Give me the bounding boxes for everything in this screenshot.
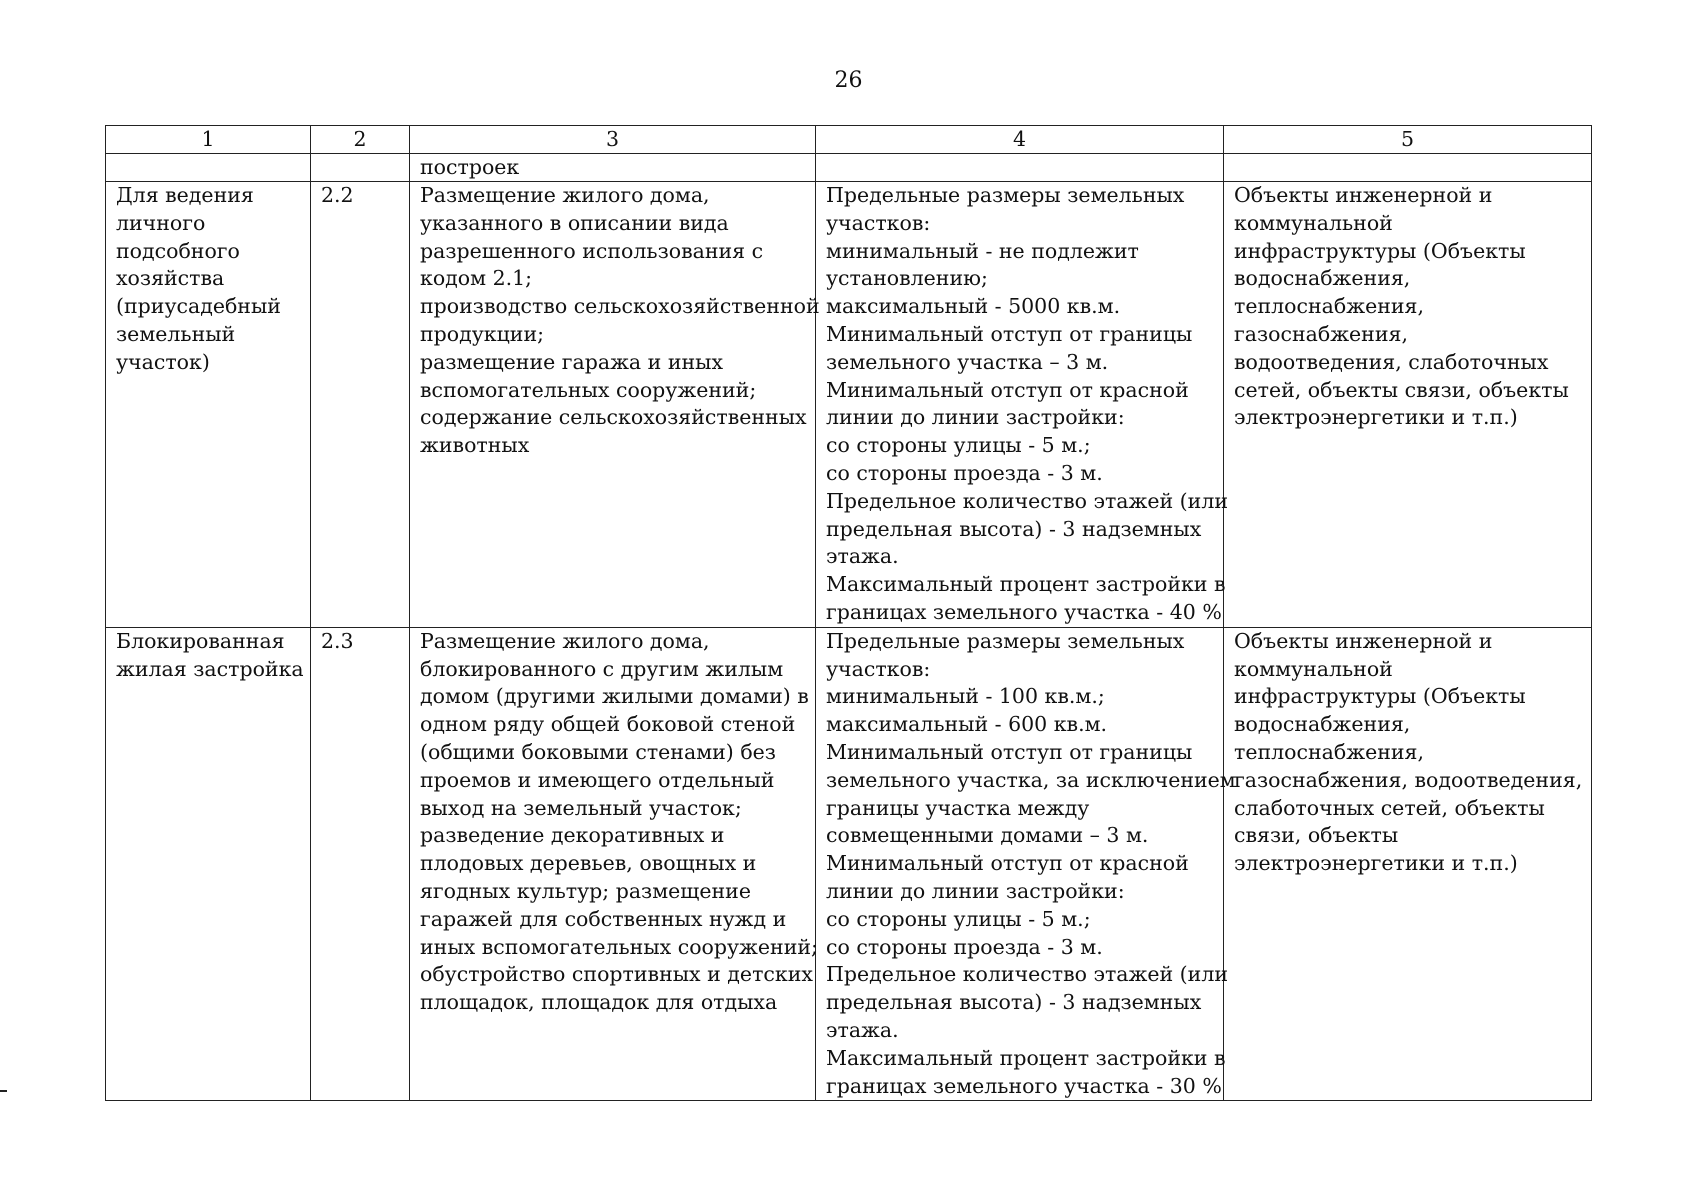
text-line: одном ряду общей боковой стеной	[420, 712, 796, 737]
table-row	[106, 182, 1592, 628]
cont-cell-4	[816, 154, 1224, 182]
text-line: участков:	[826, 210, 931, 235]
text-line: земельный	[116, 321, 236, 346]
text-line: хозяйства	[116, 266, 225, 291]
table-row	[106, 627, 1592, 1101]
text-line: сетей, объекты связи, объекты	[1234, 377, 1569, 402]
cont-cell-5	[1224, 154, 1592, 182]
text-line: электроэнергетики и т.п.)	[1234, 405, 1518, 430]
text-line: Объекты инженерной и	[1234, 628, 1493, 653]
text-line: личного	[116, 210, 206, 235]
text-line: иных вспомогательных сооружений;	[420, 934, 818, 959]
text-line: кодом 2.1;	[420, 266, 533, 291]
auxiliary-objects-cell	[1224, 182, 1592, 628]
margin-tick-mark	[0, 1090, 7, 1092]
text-line: линии до линии застройки:	[826, 405, 1125, 430]
text-line: Минимальный отступ от красной	[826, 851, 1189, 876]
text-line: электроэнергетики и т.п.)	[1234, 851, 1518, 876]
use-code-cell: 2.2	[311, 182, 410, 628]
text-line: максимальный - 5000 кв.м.	[826, 294, 1121, 319]
text-line: блокированного с другим жилым	[420, 656, 784, 681]
text-line: Максимальный процент застройки в	[826, 1045, 1226, 1070]
text-line: Предельное количество этажей (или	[826, 488, 1229, 513]
text-line: земельного участка – 3 м.	[826, 349, 1109, 374]
text-line: подсобного	[116, 238, 240, 263]
text-line: Минимальный отступ от границы	[826, 739, 1193, 764]
text-line: установлению;	[826, 266, 988, 291]
use-description-cell	[410, 182, 820, 628]
cont-cell-1	[106, 154, 311, 182]
text-line: теплоснабжения,	[1234, 739, 1424, 764]
text-line: животных	[420, 433, 530, 458]
text-line: предельная высота) - 3 надземных	[826, 516, 1202, 541]
text-line: предельная высота) - 3 надземных	[826, 990, 1202, 1015]
text-line: земельного участка, за исключением	[826, 767, 1236, 792]
use-code-cell: 2.3	[311, 627, 410, 1101]
auxiliary-objects-cell	[1224, 627, 1592, 1101]
text-line: (общими боковыми стенами) без	[420, 739, 776, 764]
text-line: вспомогательных сооружений;	[420, 377, 757, 402]
text-line: границы участка между	[826, 795, 1090, 820]
text-line: размещение гаража и иных	[420, 349, 724, 374]
text-line: Предельные размеры земельных	[826, 183, 1185, 207]
header-cell-4: 4	[816, 126, 1224, 154]
text-line: водоотведения, слаботочных	[1234, 349, 1549, 374]
text-line: Размещение жилого дома,	[420, 628, 710, 653]
text-line: Размещение жилого дома,	[420, 183, 710, 207]
text-line: со стороны проезда - 3 м.	[826, 460, 1103, 485]
text-line: выход на земельный участок;	[420, 795, 742, 820]
text-line: Объекты инженерной и	[1234, 183, 1493, 207]
text-line: содержание сельскохозяйственных	[420, 405, 807, 430]
text-line: (приусадебный	[116, 294, 281, 319]
text-line: газоснабжения, водоотведения,	[1234, 767, 1583, 792]
text-line: со стороны проезда - 3 м.	[826, 934, 1103, 959]
text-line: газоснабжения,	[1234, 321, 1408, 346]
text-line: гаражей для собственных нужд и	[420, 906, 787, 931]
text-line: водоснабжения,	[1234, 266, 1411, 291]
text-line: минимальный - не подлежит	[826, 238, 1139, 263]
text-line: участков:	[826, 656, 931, 681]
text-line: участок)	[116, 349, 210, 374]
text-line: Предельное количество этажей (или	[826, 962, 1229, 987]
header-cell-2: 2	[311, 126, 410, 154]
text-line: указанного в описании вида	[420, 210, 729, 235]
text-line: плодовых деревьев, овощных и	[420, 851, 757, 876]
text-line: слаботочных сетей, объекты	[1234, 795, 1545, 820]
text-line: коммунальной	[1234, 210, 1393, 235]
header-row	[106, 126, 1592, 154]
text-line: максимальный - 600 кв.м.	[826, 712, 1108, 737]
text-line: проемов и имеющего отдельный	[420, 767, 775, 792]
text-line: со стороны улицы - 5 м.;	[826, 433, 1091, 458]
text-line: производство сельскохозяйственной	[420, 294, 820, 319]
cont-cell-3: построек	[410, 154, 816, 182]
use-description-cell	[410, 627, 816, 1101]
text-line: линии до линии застройки:	[826, 878, 1125, 903]
text-line: разрешенного использования с	[420, 238, 764, 263]
continuation-row	[106, 154, 1592, 182]
text-line: границах земельного участка - 40 %	[826, 599, 1222, 624]
text-line: Максимальный процент застройки в	[826, 572, 1226, 597]
text-line: обустройство спортивных и детских	[420, 962, 813, 987]
text-line: Минимальный отступ от красной	[826, 377, 1189, 402]
limit-parameters-cell	[816, 182, 1229, 628]
text-line: совмещенными домами – 3 м.	[826, 823, 1149, 848]
text-line: со стороны улицы - 5 м.;	[826, 906, 1091, 931]
text-line: границах земельного участка - 30 %	[826, 1073, 1222, 1098]
text-line: связи, объекты	[1234, 823, 1399, 848]
land-use-name-cell	[106, 182, 311, 628]
text-line: инфраструктуры (Объекты	[1234, 238, 1526, 263]
text-line: Предельные размеры земельных	[826, 628, 1185, 653]
text-line: водоснабжения,	[1234, 712, 1411, 737]
text-line: ягодных культур; размещение	[420, 878, 751, 903]
text-line: теплоснабжения,	[1234, 294, 1424, 319]
text-line: минимальный - 100 кв.м.;	[826, 684, 1105, 709]
text-line: коммунальной	[1234, 656, 1393, 681]
text-line: площадок, площадок для отдыха	[420, 990, 778, 1015]
text-line: Для ведения	[116, 183, 254, 207]
land-use-name-cell	[106, 627, 311, 1101]
text-line: разведение декоративных и	[420, 823, 725, 848]
text-line: инфраструктуры (Объекты	[1234, 684, 1526, 709]
cont-cell-2	[311, 154, 410, 182]
zoning-table	[105, 125, 1592, 1101]
text-line: этажа.	[826, 544, 899, 569]
text-line: жилая застройка	[116, 656, 304, 681]
text-line: Блокированная	[116, 628, 285, 653]
limit-parameters-cell	[816, 627, 1236, 1101]
page-number: 26	[834, 68, 863, 93]
text-line: домом (другими жилыми домами) в	[420, 684, 809, 709]
header-cell-1: 1	[106, 126, 311, 154]
header-cell-5: 5	[1224, 126, 1592, 154]
text-line: продукции;	[420, 321, 545, 346]
text-line: этажа.	[826, 1017, 899, 1042]
text-line: Минимальный отступ от границы	[826, 321, 1193, 346]
header-cell-3: 3	[410, 126, 816, 154]
